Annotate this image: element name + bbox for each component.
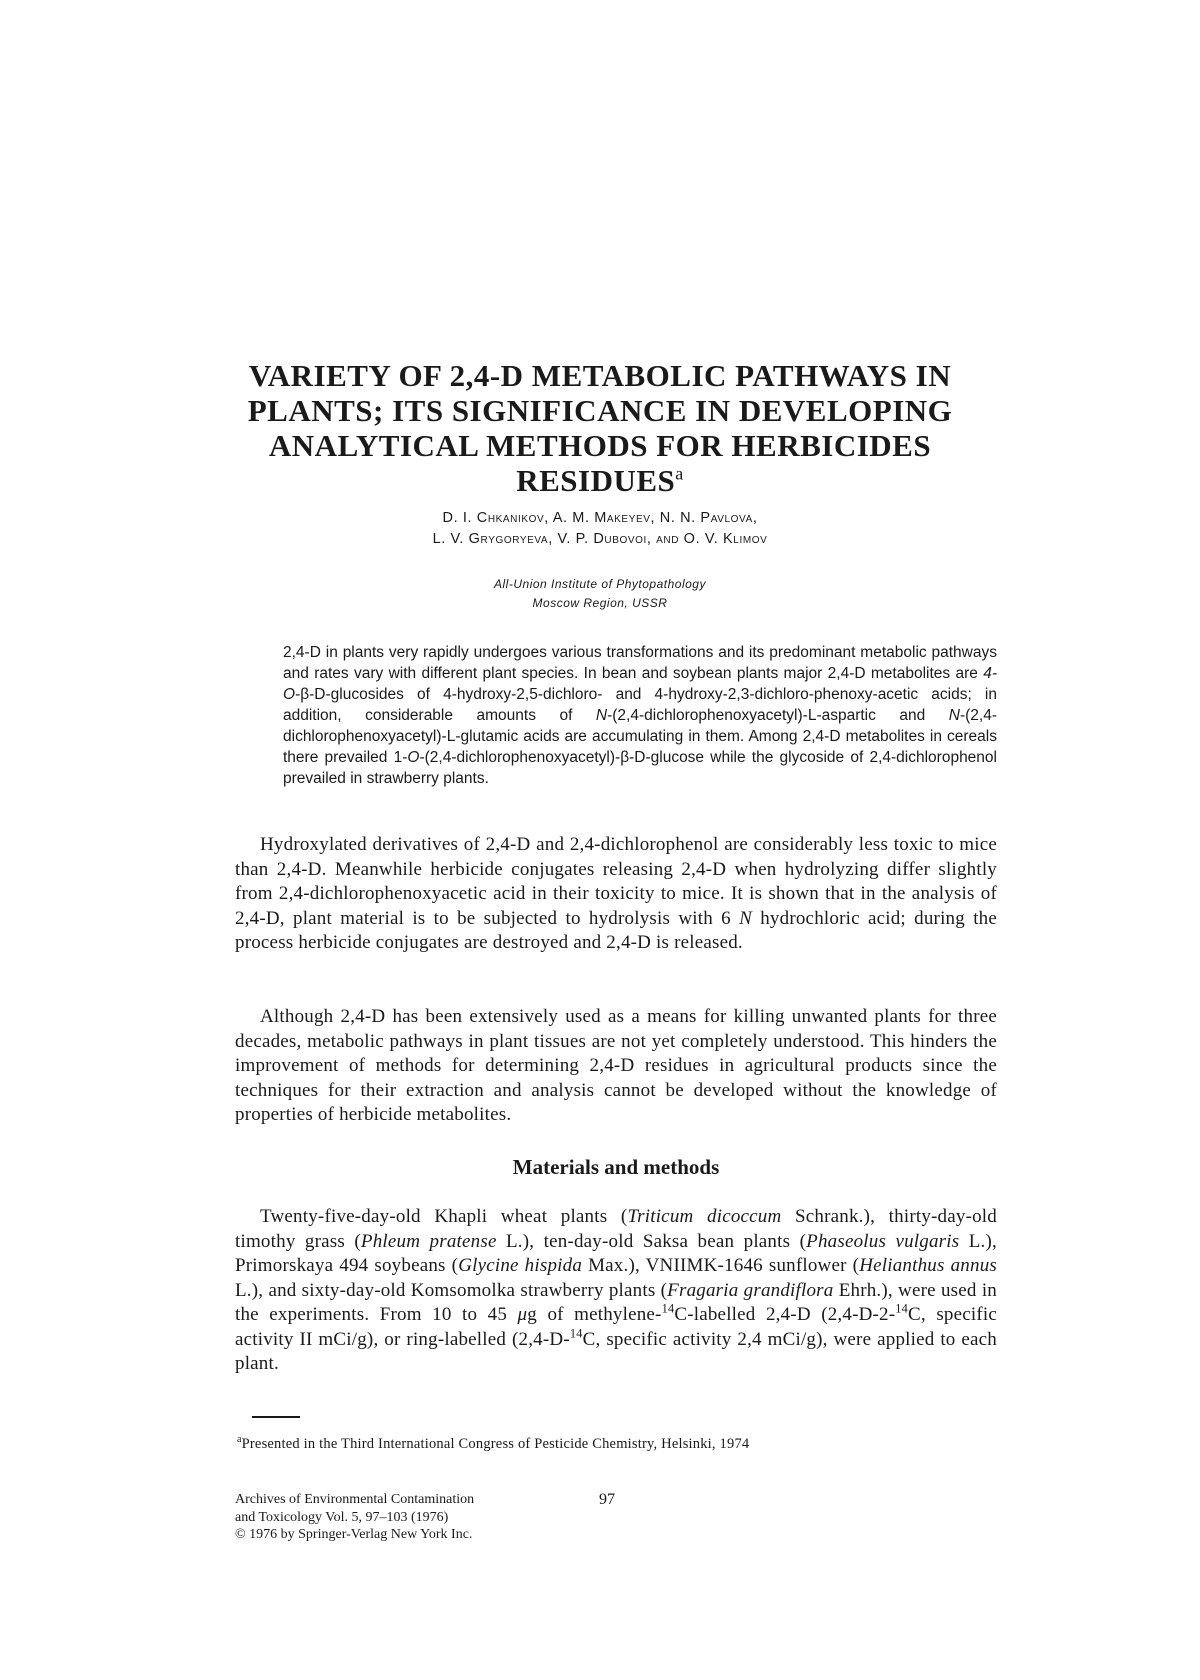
footnote-mark: a xyxy=(237,1434,242,1446)
abstract-italic: 4-O xyxy=(283,665,997,703)
abstract-part: -(2,4-dichlorophenoxyacetyl)-L-glutamic acids are accumulating in them. Among 2,4-D metabolites in cereals there prevailed 1- xyxy=(283,707,997,766)
footnote-divider xyxy=(252,1416,300,1418)
author-list xyxy=(190,508,1010,550)
title-line-4-text: RESIDUES xyxy=(516,463,676,498)
journal-line-1: Archives of Environmental Contamination xyxy=(235,1492,475,1507)
paragraph-text: Twenty-five-day-old Khapli wheat plants ( xyxy=(260,1206,628,1227)
paragraph-text: L.), and sixty-day-old Komsomolka strawberry plants ( xyxy=(235,1279,668,1301)
journal-citation xyxy=(235,1491,474,1544)
section-heading: Materials and methods xyxy=(512,1155,720,1179)
isotope-mark: 14 xyxy=(569,1326,583,1341)
species-name: Glycine hispida xyxy=(458,1255,583,1276)
paragraph-text: g of methylene- xyxy=(527,1304,662,1325)
abstract-italic: N xyxy=(595,707,608,724)
body-paragraph-3 xyxy=(235,1205,997,1377)
body-paragraph-2: Although 2,4-D has been extensively used as a means for killing unwanted plants for three decades, metabolic pathways in plant tissues are not yet completely understood. This hinders the improvement of methods for determining 2,4-D residues in agricultural products since the techniques for their extraction and analysis cannot be developed without the knowledge of properties of herbicide metabolites. xyxy=(235,1006,997,1125)
journal-line-2: and Toxicology Vol. 5, 97–103 (1976) xyxy=(235,1509,449,1525)
paragraph-text: Ehrh.), were used in the experiments. From 10 to 45 xyxy=(235,1279,997,1325)
paragraph-text: Schrank.), thirty-day-old timothy grass ( xyxy=(235,1206,997,1252)
species-name: Fragaria grandiflora xyxy=(667,1279,834,1301)
title-line-3: ANALYTICAL METHODS FOR HERBICIDES xyxy=(268,428,932,463)
footnote-text: Presented in the Third International Congress of Pesticide Chemistry, Helsinki, 1974 xyxy=(241,1436,750,1452)
abstract-part: -(2,4-dichlorophenoxyacetyl)-L-aspartic and xyxy=(607,707,949,724)
paper-title xyxy=(190,358,1010,498)
author-line-2: L. V. Grygoryeva, V. P. Dubovoi, and O. V. Klimov xyxy=(432,531,768,547)
body-paragraph-1 xyxy=(235,833,997,956)
species-name: Phaseolus vulgaris xyxy=(806,1230,960,1252)
species-name: Triticum dicoccum xyxy=(627,1206,782,1227)
journal-line-3: © 1976 by Springer-Verlag New York Inc. xyxy=(235,1527,473,1542)
affiliation-institute: All-Union Institute of Phytopathology xyxy=(494,577,706,591)
page-number: 97 xyxy=(599,1491,615,1508)
paragraph-text: C, specific activity 2,4 mCi/g), were applied to each plant. xyxy=(235,1328,998,1374)
title-line-1: VARIETY OF 2,4-D METABOLIC PATHWAYS IN xyxy=(248,358,952,393)
footnote xyxy=(237,1434,997,1454)
author-line-1: D. I. Chkanikov, A. M. Makeyev, N. N. Pavlova, xyxy=(442,510,758,526)
affiliation-location: Moscow Region, USSR xyxy=(532,596,668,610)
paragraph-text: L.), ten-day-old Saksa bean plants ( xyxy=(496,1230,807,1252)
abstract-italic: N xyxy=(948,707,960,724)
abstract-part: -(2,4-dichlorophenoxyacetyl)-β-D-glucose while the glycoside of 2,4-dichlorophenol prevailed in strawberry plants. xyxy=(283,749,997,787)
affiliation xyxy=(190,575,1010,613)
abstract-part: -β-D-glucosides of 4-hydroxy-2,5-dichloro- and 4-hydroxy-2,3-dichloro-phenoxy-acetic acids; in addition, considerable amounts of xyxy=(283,686,997,724)
title-line-2: PLANTS; ITS SIGNIFICANCE IN DEVELOPING xyxy=(247,393,953,428)
paragraph-text: hydrochloric acid; during the process herbicide conjugates are destroyed and 2,4-D is released. xyxy=(235,907,998,953)
paragraph-italic: N xyxy=(739,907,752,929)
species-name: Helianthus annus xyxy=(859,1255,998,1276)
paragraph-text: C-labelled 2,4-D (2,4-D-2- xyxy=(674,1304,896,1325)
abstract-part: 2,4-D in plants very rapidly undergoes various transformations and its predominant metabolic pathways and rates vary with different plant species. In bean and soybean plants major 2,4-D metabolites are xyxy=(283,644,997,682)
paragraph-text: Max.), VNIIMK-1646 sunflower ( xyxy=(582,1255,860,1276)
abstract-italic: O xyxy=(407,749,420,766)
mu-symbol: μ xyxy=(517,1304,528,1325)
title-footnote-mark: a xyxy=(675,463,684,484)
abstract xyxy=(283,642,997,789)
paragraph-text: Hydroxylated derivatives of 2,4-D and 2,4-dichlorophenol are considerably less toxic to mice than 2,4-D. Meanwhile herbicide conjugates releasing 2,4-D when hydrolyzing differ slightly from 2,4-dichlorophenoxyacetic acid in their toxicity to mice. It is shown that in the analysis of 2,4-D, plant material is to be subjected to hydrolysis with 6 xyxy=(235,834,997,929)
paragraph-text: C, specific activity II mCi/g), or ring-labelled (2,4-D- xyxy=(235,1304,997,1350)
title-line-4 xyxy=(190,463,1010,498)
isotope-mark: 14 xyxy=(895,1301,909,1316)
species-name: Phleum pratense xyxy=(360,1230,497,1252)
isotope-mark: 14 xyxy=(661,1301,675,1316)
paragraph-text: L.), Primorskaya 494 soybeans ( xyxy=(235,1230,997,1276)
